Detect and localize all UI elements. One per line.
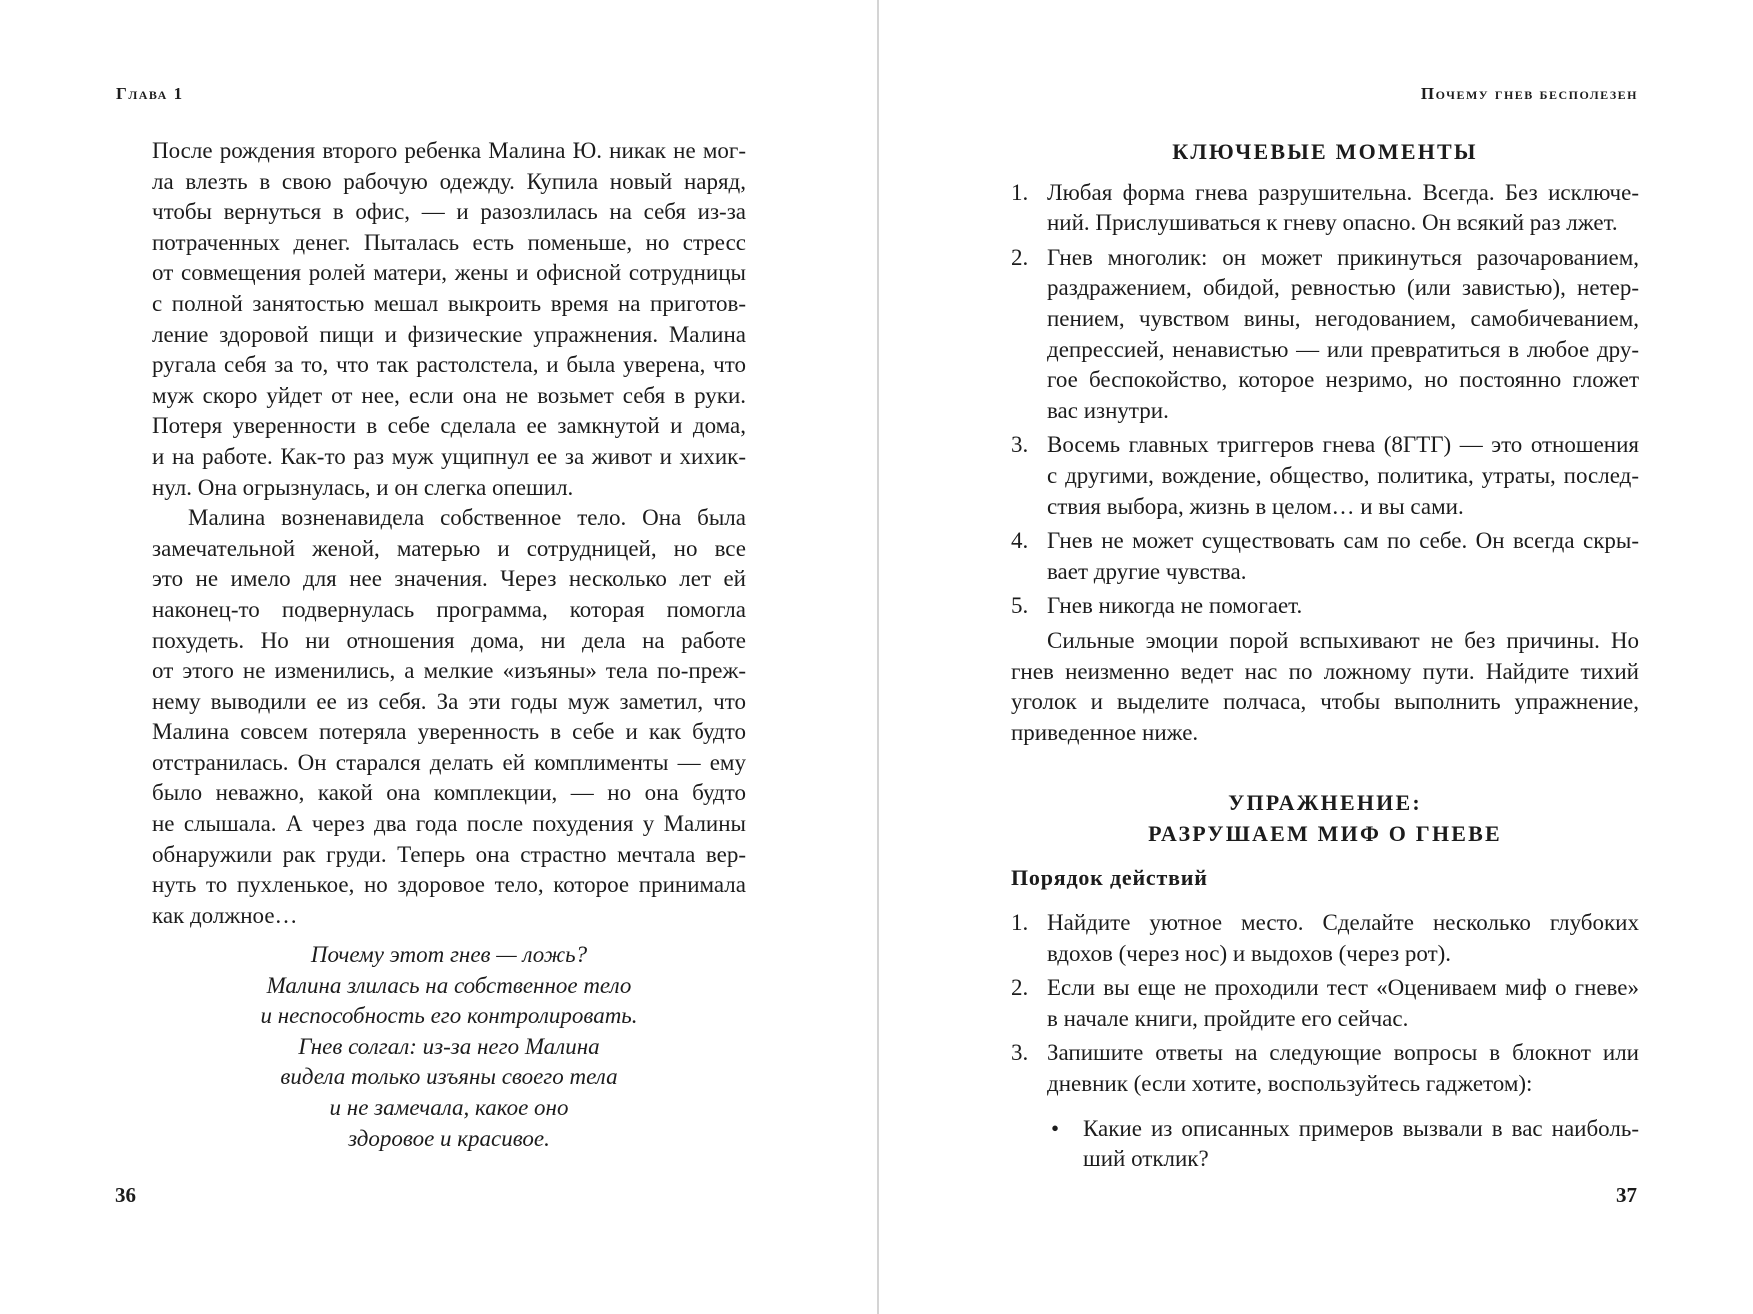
closing-paragraph — [1011, 626, 1639, 748]
left-running-head: Глава 1 — [116, 84, 184, 103]
quote-line: Гнев солгал: из-за него Малина — [298, 1033, 600, 1059]
text-line: ление здоровой пищи и физические упражнения. Малина — [152, 321, 746, 347]
right-page-body — [1011, 137, 1639, 1175]
key-point-item — [1011, 178, 1639, 239]
right-running-head: Почему гнев бесполезен — [1420, 84, 1638, 103]
paragraph-2 — [152, 503, 746, 931]
key-point-item — [1011, 591, 1639, 622]
step-item — [1011, 973, 1639, 1034]
text-line: с полной занятостью мешал выкроить время на приготов- — [152, 290, 746, 316]
text-line: как должное… — [152, 902, 298, 928]
text-line: отстранилась. Он старался делать ей комплименты — ему — [152, 749, 746, 775]
pull-quote — [152, 940, 746, 1154]
key-points-list — [1011, 178, 1639, 622]
text-line: Гнев многолик: он может прикинуться разочарованием, — [1047, 244, 1639, 270]
text-line: гое беспокойство, которое незримо, но постоянно гложет — [1047, 367, 1639, 393]
text-line: приведенное ниже. — [1011, 719, 1199, 745]
quote-line: видела только изъяны своего тела — [280, 1064, 618, 1090]
text-line: гнев неизменно ведет нас по ложному пути. Найдите тихий — [1011, 658, 1639, 684]
text-line: ствия выбора, жизнь в целом… и вы сами. — [1047, 493, 1464, 519]
procedure-heading: Порядок действий — [1011, 865, 1208, 891]
quote-line: Малина злилась на собственное тело — [266, 972, 632, 998]
text-line: Если вы еще не проходили тест «Оцениваем миф о гневе» — [1047, 975, 1639, 1001]
text-line: ругала себя за то, что так растолстела, и была уверена, что — [152, 352, 746, 378]
text-line: потраченных денег. Пыталась есть поменьше, но стресс — [152, 229, 746, 255]
text-line: Найдите уютное место. Сделайте несколько глубоких — [1047, 910, 1639, 936]
text-line: и на работе. Как-то раз муж ущипнул ее за живот и хихик- — [152, 443, 746, 469]
text-line: Сильные эмоции порой вспыхивают не без причины. Но — [1047, 627, 1639, 653]
text-line: Малина совсем потеряла уверенность в себе и как будто — [152, 719, 746, 745]
quote-line: Почему этот гнев — ложь? — [310, 942, 588, 967]
left-page-number: 36 — [115, 1183, 136, 1207]
left-page-body — [152, 136, 746, 931]
quote-line: и не замечала, какое оно — [329, 1094, 569, 1120]
bullet-icon: • — [1051, 1115, 1060, 1141]
text-line: нул. Она огрызнулась, и он слегка опешил. — [152, 474, 574, 500]
exercise-heading-subtitle: РАЗРУШАЕМ МИФ О ГНЕВЕ — [1148, 820, 1502, 846]
paragraph-1 — [152, 136, 746, 503]
list-number: 5. — [1011, 593, 1029, 619]
text-line: было неважно, какой она комплекции, — но она будто — [152, 780, 746, 806]
text-line: Малина возненавидела собственное тело. Она была — [188, 505, 746, 531]
text-line: чтобы вернуться в офис, — и разозлилась на себя из-за — [152, 199, 746, 225]
text-line: Восемь главных триггеров гнева (8ГТГ) — это отношения — [1047, 432, 1639, 458]
text-line: После рождения второго ребенка Малина Ю. никак не мог- — [152, 138, 746, 163]
quote-line: здоровое и красивое. — [348, 1125, 550, 1151]
exercise-heading: УПРАЖНЕНИЕ: — [1228, 790, 1422, 816]
list-number: 1. — [1011, 910, 1029, 936]
exercise-steps-list — [1011, 908, 1639, 1175]
text-line: депрессией, ненавистью — или превратиться в любое дру- — [1047, 336, 1639, 362]
key-point-item — [1011, 243, 1639, 427]
text-line: вдохов (через нос) и выдохов (через рот). — [1047, 940, 1452, 966]
text-line: пением, чувством вины, негодованием, самобичеванием, — [1047, 305, 1639, 331]
key-point-item — [1011, 526, 1639, 587]
text-line: ший отклик? — [1083, 1146, 1209, 1172]
list-number: 2. — [1011, 975, 1029, 1001]
text-line: наконец-то подвернулась программа, которая помогла — [152, 596, 746, 622]
text-line: от этого не изменились, а мелкие «изъяны» тела по-преж- — [152, 658, 746, 684]
text-line: вас изнутри. — [1047, 397, 1169, 423]
text-line: с другими, вождение, общество, политика, утраты, послед- — [1047, 462, 1639, 488]
text-line: раздражением, обидой, ревностью (или завистью), нетер- — [1047, 275, 1639, 301]
text-line: не слышала. А через два года после похудения у Малины — [152, 811, 746, 837]
key-point-item — [1011, 430, 1639, 522]
text-line: Гнев никогда не помогает. — [1047, 593, 1303, 619]
book-gutter — [877, 0, 879, 1314]
text-line: вает другие чувства. — [1047, 558, 1247, 584]
text-line: нему выводили ее из себя. За эти годы муж заметил, что — [152, 688, 746, 714]
list-number: 2. — [1011, 244, 1029, 270]
text-line: это не имело для нее значения. Через несколько лет ей — [152, 566, 746, 592]
list-number: 1. — [1011, 179, 1029, 205]
list-number: 3. — [1011, 1040, 1029, 1066]
text-line: Запишите ответы на следующие вопросы в блокнот или — [1047, 1040, 1639, 1066]
text-line: дневник (если хотите, воспользуйтесь гаджетом): — [1047, 1071, 1533, 1097]
text-line: нуть то пухленькое, но здоровое тело, которое принимала — [152, 872, 746, 898]
text-line: Гнев не может существовать сам по себе. Он всегда скры- — [1047, 528, 1639, 554]
text-line: обнаружили рак груди. Теперь она страстно мечтала вер- — [152, 841, 746, 867]
text-line: уголок и выделите полчаса, чтобы выполнить упражнение, — [1011, 689, 1639, 715]
quote-line: и неспособность его контролировать. — [260, 1003, 638, 1029]
text-line: замечательной женой, матерью и сотрудницей, но все — [152, 535, 746, 561]
text-line: похудеть. Но ни отношения дома, ни дела на работе — [152, 627, 746, 653]
step-item — [1011, 908, 1639, 969]
list-number: 3. — [1011, 432, 1029, 458]
text-line: в начале книги, пройдите его сейчас. — [1047, 1005, 1409, 1031]
text-line: от совмещения ролей матери, жены и офисной сотрудницы — [152, 260, 746, 286]
bullet-item — [1011, 1114, 1639, 1175]
text-line: Любая форма гнева разрушительна. Всегда. Без исключе- — [1047, 179, 1639, 205]
text-line: ний. Прислушиваться к гневу опасно. Он всякий раз лжет. — [1047, 210, 1618, 236]
step-item — [1011, 1038, 1639, 1099]
text-line: ла влезть в свою рабочую одежду. Купила новый наряд, — [152, 168, 746, 194]
key-points-heading: КЛЮЧЕВЫЕ МОМЕНТЫ — [1172, 139, 1478, 164]
list-number: 4. — [1011, 528, 1029, 554]
text-line: Потеря уверенности в себе сделала ее замкнутой и дома, — [152, 413, 746, 439]
text-line: Какие из описанных примеров вызвали в вас наиболь- — [1083, 1115, 1639, 1141]
text-line: муж скоро уйдет от нее, если она не возьмет себя в руки. — [152, 382, 746, 408]
right-page-number: 37 — [1616, 1183, 1637, 1207]
